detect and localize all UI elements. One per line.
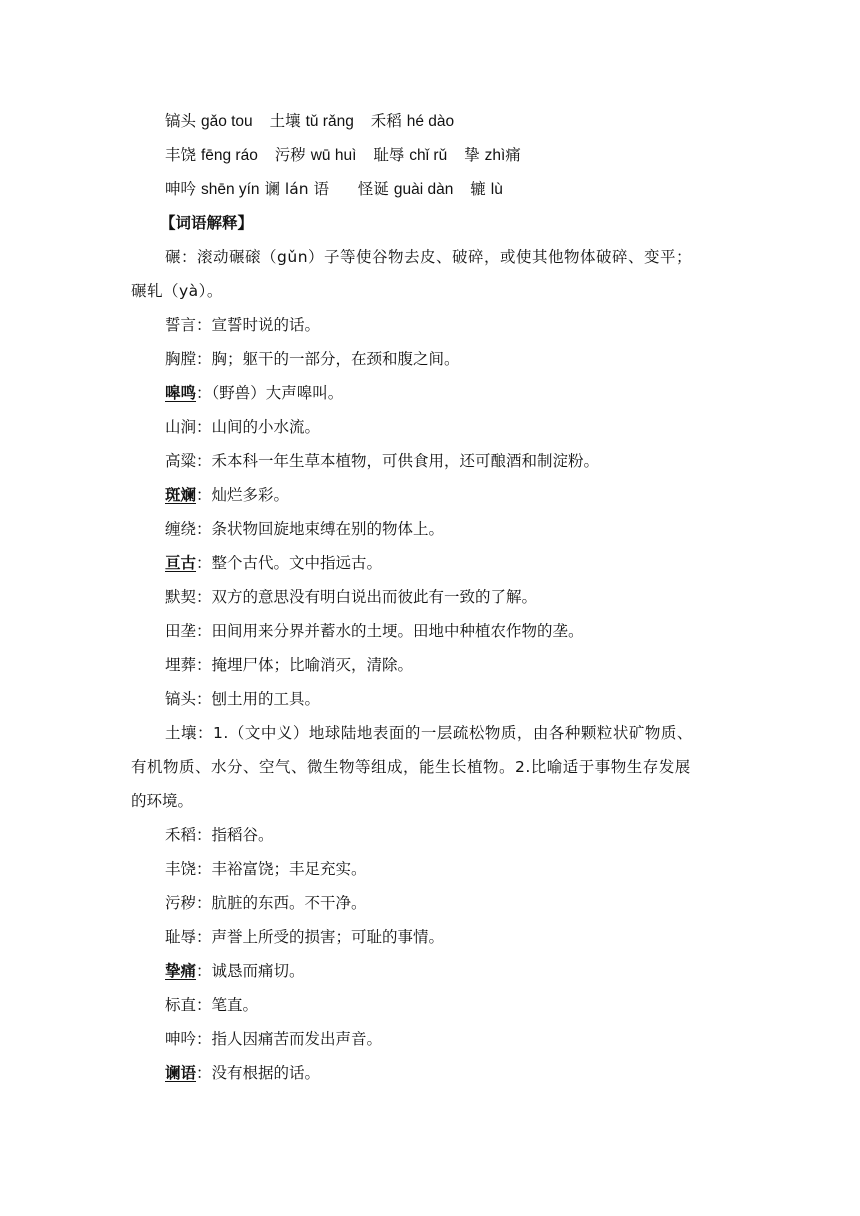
definition-row: 誓言：宣誓时说的话。 <box>165 316 321 334</box>
definition-text: 滚动碾磙（gǔn）子等使谷物去皮、破碎，或使其他物体破碎、变平； <box>197 248 693 266</box>
definition-text: 指稻谷。 <box>211 826 274 844</box>
definition-term: 丰饶 <box>165 860 197 878</box>
definition-text: 灿烂多彩。 <box>211 486 290 504</box>
pinyin-entry: 怪诞 guài dàn <box>357 180 454 198</box>
definition-text: 双方的意思没有明白说出而彼此有一致的了解。 <box>211 588 538 606</box>
pinyin-line-2 <box>131 138 765 173</box>
pinyin-line-1 <box>131 104 765 139</box>
definition-term: 标直 <box>165 996 197 1014</box>
definition-text: 笔直。 <box>211 996 259 1014</box>
definition-text: 整个古代。文中指远古。 <box>211 554 383 572</box>
pinyin-entry: 镐头 gǎo tou <box>165 112 253 130</box>
definition-text: 1.（文中义）地球陆地表面的一层疏松物质，由各种颗粒状矿物质、 <box>213 724 693 742</box>
definition-row: 默契：双方的意思没有明白说出而彼此有一致的了解。 <box>165 588 538 606</box>
definition-term: 埋葬 <box>165 656 197 674</box>
definition-row: 山涧：山间的小水流。 <box>165 418 321 436</box>
definition-text: 指人因痛苦而发出声音。 <box>211 1030 383 1048</box>
definition-row: 标直：笔直。 <box>165 996 259 1014</box>
section-heading: 【词语解释】 <box>160 214 254 232</box>
definition-term: 耻辱 <box>165 928 197 946</box>
definition-row: 呻吟：指人因痛苦而发出声音。 <box>165 1030 383 1048</box>
definition-text: 胸；躯干的一部分，在颈和腹之间。 <box>211 350 460 368</box>
pinyin-entry: 耻辱 chǐ rǔ <box>373 146 448 164</box>
definition-text: 掩埋尸体；比喻消灭，清除。 <box>211 656 414 674</box>
definition-row: 胸膛：胸；躯干的一部分，在颈和腹之间。 <box>165 350 460 368</box>
definition-row: 碾：滚动碾磙（gǔn）子等使谷物去皮、破碎，或使其他物体破碎、变平； <box>165 248 693 266</box>
definition-text: 肮脏的东西。不干净。 <box>211 894 367 912</box>
definition-term: 缠绕 <box>165 520 197 538</box>
definition-term: 镐头 <box>165 690 197 708</box>
definition-term: 呻吟 <box>165 1030 197 1048</box>
definition-row: 斑斓：灿烂多彩。 <box>165 486 290 504</box>
definition-term: 污秽 <box>165 894 197 912</box>
definition-continuation: 的环境。 <box>131 792 194 810</box>
definition-row: 镐头：刨土用的工具。 <box>165 690 321 708</box>
pinyin-entry: 土壤 tǔ rǎng <box>269 112 354 130</box>
pinyin-entry: 辘 lù <box>470 180 503 198</box>
definition-text: 山间的小水流。 <box>211 418 321 436</box>
definition-text: 刨土用的工具。 <box>211 690 321 708</box>
definition-continuation: 碾轧（yà）。 <box>131 282 223 300</box>
definition-row: 土壤：1.（文中义）地球陆地表面的一层疏松物质，由各种颗粒状矿物质、 <box>165 724 693 742</box>
definition-row: 挚痛：诚恳而痛切。 <box>165 962 305 980</box>
definition-term: 碾 <box>165 248 182 266</box>
definition-row: 田垄：田间用来分界并蓄水的土埂。田地中种植农作物的垄。 <box>165 622 584 640</box>
definition-text: 条状物回旋地束缚在别的物体上。 <box>211 520 445 538</box>
definition-row: 缠绕：条状物回旋地束缚在别的物体上。 <box>165 520 445 538</box>
definition-term: 默契 <box>165 588 197 606</box>
definition-row: 污秽：肮脏的东西。不干净。 <box>165 894 367 912</box>
definition-text: （野兽）大声嗥叫。 <box>211 384 344 402</box>
definition-row: 嗥鸣：（野兽）大声嗥叫。 <box>165 384 344 402</box>
definition-term: 斑斓 <box>165 486 197 504</box>
definition-term: 禾稻 <box>165 826 197 844</box>
definition-term: 亘古 <box>165 554 197 572</box>
pinyin-entry: 丰饶 fēng ráo <box>165 146 258 164</box>
definition-row: 禾稻：指稻谷。 <box>165 826 274 844</box>
definition-row: 丰饶：丰裕富饶；丰足充实。 <box>165 860 367 878</box>
definition-term: 土壤 <box>165 724 198 742</box>
definition-term: 誓言 <box>165 316 197 334</box>
definition-term: 山涧 <box>165 418 197 436</box>
definition-term: 田垄 <box>165 622 197 640</box>
definition-row: 高粱：禾本科一年生草本植物，可供食用，还可酿酒和制淀粉。 <box>165 452 600 470</box>
pinyin-entry: 禾稻 hé dào <box>370 112 455 130</box>
definition-text: 田间用来分界并蓄水的土埂。田地中种植农作物的垄。 <box>211 622 584 640</box>
definition-row: 埋葬：掩埋尸体；比喻消灭，清除。 <box>165 656 414 674</box>
definition-text: 诚恳而痛切。 <box>211 962 305 980</box>
definition-term: 胸膛 <box>165 350 197 368</box>
definition-text: 宣誓时说的话。 <box>211 316 321 334</box>
definition-term: 谰语 <box>165 1064 197 1082</box>
definition-row: 亘古：整个古代。文中指远古。 <box>165 554 383 572</box>
definition-text: 没有根据的话。 <box>211 1064 321 1082</box>
definition-term: 挚痛 <box>165 962 197 980</box>
pinyin-entry: 污秽 wū huì <box>274 146 357 164</box>
pinyin-line-3 <box>131 172 765 207</box>
definition-term: 嗥鸣 <box>165 384 197 402</box>
definition-row: 耻辱：声誉上所受的损害；可耻的事情。 <box>165 928 445 946</box>
definition-continuation: 有机物质、水分、空气、微生物等组成，能生长植物。2.比喻适于事物生存发展 <box>131 758 691 776</box>
definition-text: 丰裕富饶；丰足充实。 <box>211 860 367 878</box>
pinyin-entry: 呻吟 shēn yín 谰 lán 语 <box>165 180 329 198</box>
definition-text: 声誉上所受的损害；可耻的事情。 <box>211 928 445 946</box>
pinyin-entry: 挚 zhì痛 <box>464 146 521 164</box>
definition-row: 谰语：没有根据的话。 <box>165 1064 321 1082</box>
definition-text: 禾本科一年生草本植物，可供食用，还可酿酒和制淀粉。 <box>211 452 600 470</box>
definition-term: 高粱 <box>165 452 197 470</box>
